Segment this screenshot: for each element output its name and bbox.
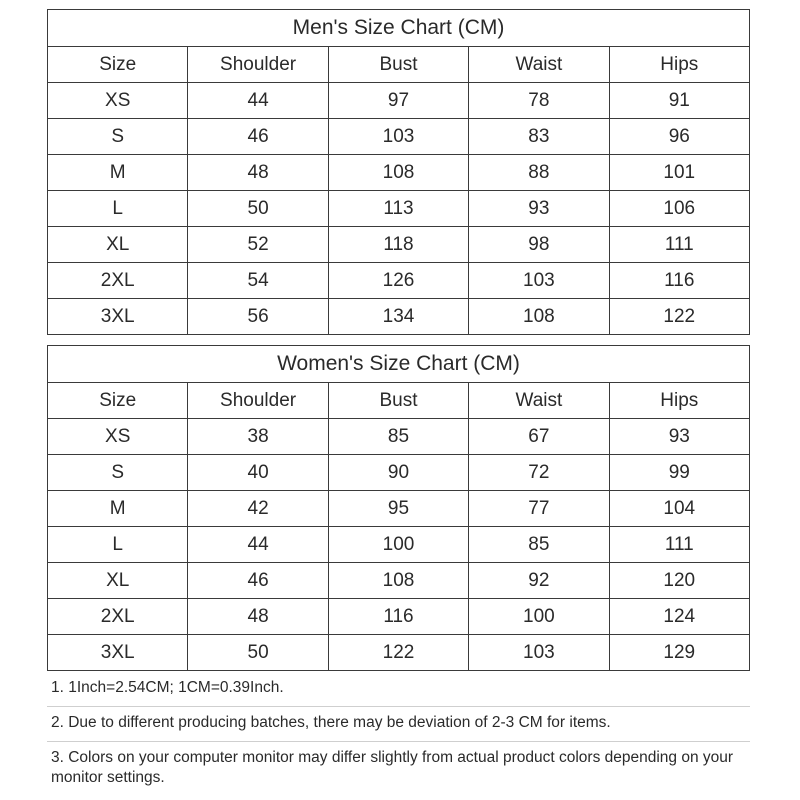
men-size-row [48, 83, 750, 119]
women-cell-bust: 90 [328, 455, 468, 491]
men-size-row [48, 263, 750, 299]
women-size-row [48, 599, 750, 635]
men-cell-shoulder: 56 [188, 299, 328, 335]
men-cell-hips: 96 [609, 119, 749, 155]
women-cell-waist: 100 [469, 599, 609, 635]
men-cell-size: S [48, 119, 188, 155]
men-cell-bust: 97 [328, 83, 468, 119]
men-header-shoulder: Shoulder [188, 47, 328, 83]
women-size-row [48, 635, 750, 671]
men-cell-waist: 78 [469, 83, 609, 119]
women-cell-size: S [48, 455, 188, 491]
women-size-chart [47, 345, 750, 671]
men-size-row [48, 119, 750, 155]
women-cell-waist: 85 [469, 527, 609, 563]
men-cell-hips: 101 [609, 155, 749, 191]
women-cell-bust: 100 [328, 527, 468, 563]
women-size-row [48, 419, 750, 455]
women-cell-hips: 111 [609, 527, 749, 563]
women-cell-hips: 120 [609, 563, 749, 599]
women-header-size: Size [48, 383, 188, 419]
men-cell-waist: 83 [469, 119, 609, 155]
women-cell-bust: 85 [328, 419, 468, 455]
men-cell-bust: 113 [328, 191, 468, 227]
men-cell-waist: 88 [469, 155, 609, 191]
women-cell-shoulder: 42 [188, 491, 328, 527]
men-cell-shoulder: 48 [188, 155, 328, 191]
women-cell-hips: 129 [609, 635, 749, 671]
women-cell-size: XS [48, 419, 188, 455]
men-cell-waist: 93 [469, 191, 609, 227]
note-deviation: 2. Due to different producing batches, there may be deviation of 2-3 CM for items. [47, 707, 750, 742]
women-cell-shoulder: 44 [188, 527, 328, 563]
men-cell-waist: 108 [469, 299, 609, 335]
women-header-hips: Hips [609, 383, 749, 419]
women-cell-waist: 67 [469, 419, 609, 455]
women-chart-title: Women's Size Chart (CM) [48, 346, 750, 383]
women-cell-waist: 92 [469, 563, 609, 599]
men-cell-waist: 98 [469, 227, 609, 263]
men-cell-bust: 118 [328, 227, 468, 263]
men-cell-bust: 134 [328, 299, 468, 335]
women-cell-bust: 108 [328, 563, 468, 599]
men-header-bust: Bust [328, 47, 468, 83]
women-header-row [48, 383, 750, 419]
women-cell-bust: 122 [328, 635, 468, 671]
women-cell-size: M [48, 491, 188, 527]
women-cell-shoulder: 40 [188, 455, 328, 491]
women-cell-shoulder: 38 [188, 419, 328, 455]
men-header-waist: Waist [469, 47, 609, 83]
women-size-row [48, 527, 750, 563]
note-color-disclaimer: 3. Colors on your computer monitor may differ slightly from actual product colors depending on your monitor settings. [51, 749, 734, 786]
men-cell-shoulder: 52 [188, 227, 328, 263]
women-cell-size: 3XL [48, 635, 188, 671]
men-chart-title: Men's Size Chart (CM) [48, 10, 750, 47]
men-cell-waist: 103 [469, 263, 609, 299]
men-size-row [48, 155, 750, 191]
women-cell-shoulder: 48 [188, 599, 328, 635]
women-cell-bust: 116 [328, 599, 468, 635]
women-cell-bust: 95 [328, 491, 468, 527]
women-cell-hips: 93 [609, 419, 749, 455]
women-size-row [48, 563, 750, 599]
men-cell-hips: 122 [609, 299, 749, 335]
men-cell-shoulder: 44 [188, 83, 328, 119]
men-cell-size: 2XL [48, 263, 188, 299]
men-cell-bust: 103 [328, 119, 468, 155]
men-cell-hips: 106 [609, 191, 749, 227]
men-size-row [48, 227, 750, 263]
men-header-row [48, 47, 750, 83]
women-header-waist: Waist [469, 383, 609, 419]
men-cell-shoulder: 50 [188, 191, 328, 227]
women-header-bust: Bust [328, 383, 468, 419]
women-cell-size: XL [48, 563, 188, 599]
men-cell-size: L [48, 191, 188, 227]
men-cell-size: 3XL [48, 299, 188, 335]
men-cell-size: XS [48, 83, 188, 119]
men-size-row [48, 299, 750, 335]
women-header-shoulder: Shoulder [188, 383, 328, 419]
women-cell-hips: 104 [609, 491, 749, 527]
men-cell-hips: 116 [609, 263, 749, 299]
men-header-hips: Hips [609, 47, 749, 83]
women-cell-hips: 124 [609, 599, 749, 635]
women-cell-hips: 99 [609, 455, 749, 491]
men-header-size: Size [48, 47, 188, 83]
women-cell-waist: 77 [469, 491, 609, 527]
men-cell-shoulder: 46 [188, 119, 328, 155]
women-size-row [48, 491, 750, 527]
men-cell-hips: 91 [609, 83, 749, 119]
men-cell-size: M [48, 155, 188, 191]
women-cell-size: L [48, 527, 188, 563]
men-cell-bust: 126 [328, 263, 468, 299]
note-conversion: 1. 1Inch=2.54CM; 1CM=0.39Inch. [47, 672, 750, 707]
women-cell-size: 2XL [48, 599, 188, 635]
women-size-row [48, 455, 750, 491]
men-cell-size: XL [48, 227, 188, 263]
women-cell-waist: 103 [469, 635, 609, 671]
women-cell-waist: 72 [469, 455, 609, 491]
notes-section [47, 672, 750, 798]
women-cell-shoulder: 46 [188, 563, 328, 599]
men-cell-bust: 108 [328, 155, 468, 191]
men-cell-shoulder: 54 [188, 263, 328, 299]
women-cell-shoulder: 50 [188, 635, 328, 671]
men-size-chart [47, 9, 750, 335]
men-cell-hips: 111 [609, 227, 749, 263]
men-size-row [48, 191, 750, 227]
